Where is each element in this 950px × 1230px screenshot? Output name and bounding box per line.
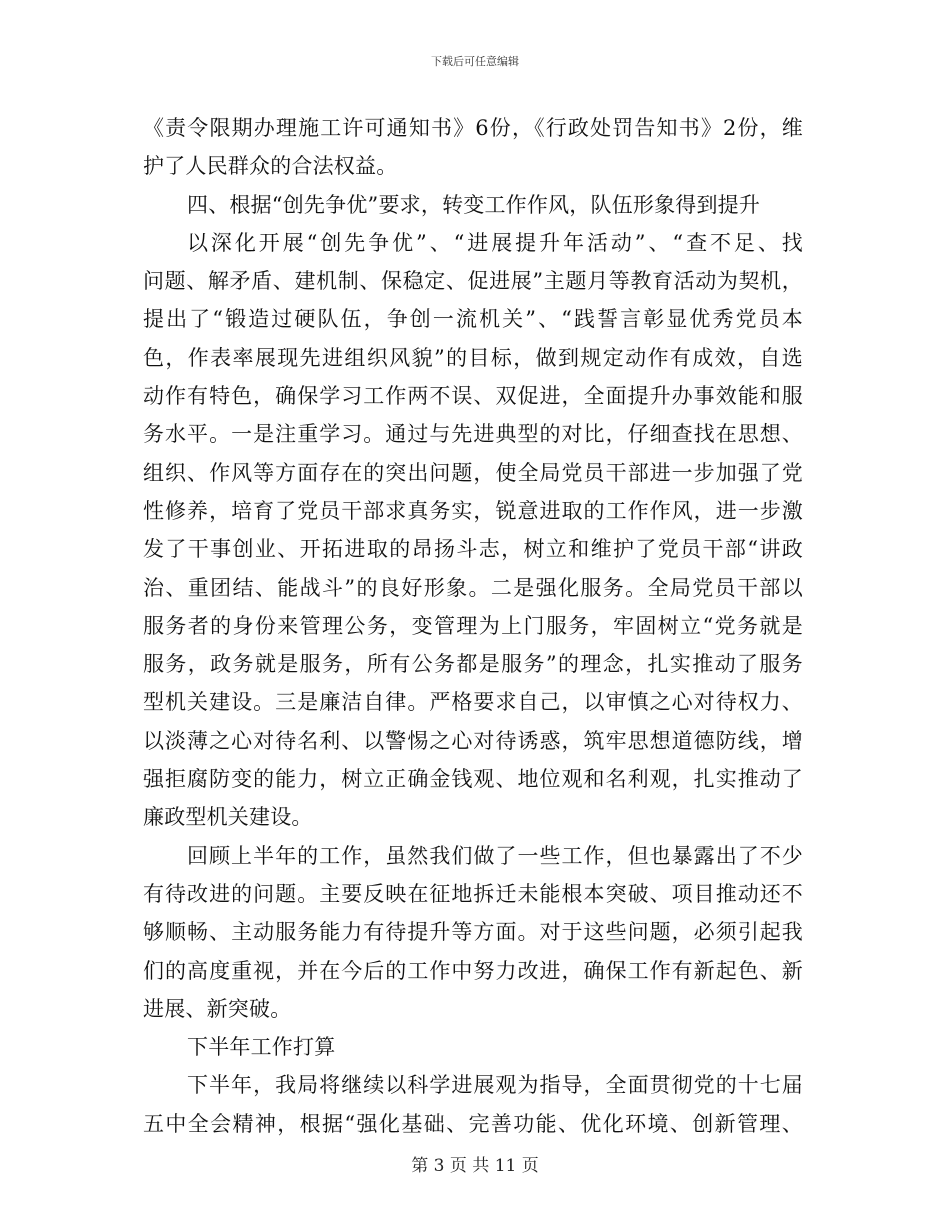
text-line: 性修养，培育了党员干部求真务实，锐意进取的工作作风，进一步激 [143,498,803,523]
text-line: 组织、作风等方面存在的突出问题，使全局党员干部进一步加强了党 [143,460,803,485]
text-line: 《责令限期办理施工许可通知书》6份，《行政处罚告知书》2份，维 [143,116,803,140]
text-line: 务水平。一是注重学习。通过与先进典型的对比，仔细查找在思想、 [143,422,803,447]
text-line: 提出了“锻造过硬队伍，争创一流机关”、“践誓言彰显优秀党员本 [143,307,803,332]
text-line: 们的高度重视，并在今后的工作中努力改进，确保工作有新起色、新 [143,958,803,983]
text-line: 色，作表率展现先进组织风貌”的目标，做到规定动作有成效，自选 [143,345,803,370]
text-line: 发了干事创业、开拓进取的昂扬斗志，树立和维护了党员干部“讲政 [143,537,803,562]
text-line: 强拒腐防变的能力，树立正确金钱观、地位观和名利观，扎实推动了 [143,767,803,792]
page-footer: 第 3 页 共 11 页 [411,1156,539,1176]
document-body [143,109,803,1143]
text-line: 以淡薄之心对待名利、以警惕之心对待诱惑，筑牢思想道德防线，增 [143,728,803,753]
text-line: 服务，政务就是服务，所有公务都是服务”的理念，扎实推动了服务 [143,652,803,677]
text-line: 回顾上半年的工作，虽然我们做了一些工作，但也暴露出了不少 [187,843,803,868]
text-line: 动作有特色，确保学习工作两不误、双促进，全面提升办事效能和服 [143,384,803,409]
text-line: 以深化开展“创先争优”、“进展提升年活动”、“查不足、找 [187,230,803,255]
text-line: 问题、解矛盾、建机制、保稳定、促进展”主题月等教育活动为契机， [143,269,803,294]
text-line: 五中全会精神，根据“强化基础、完善功能、优化环境、创新管理、 [143,1111,803,1136]
page-header: 下载后可任意编辑 [431,55,519,68]
text-line: 护了人民群众的合法权益。 [143,154,398,179]
text-line: 有待改进的问题。主要反映在征地拆迁未能根本突破、项目推动还不 [143,881,803,906]
text-line: 治、重团结、能战斗”的良好形象。二是强化服务。全局党员干部以 [143,575,803,600]
text-line: 型机关建设。三是廉洁自律。严格要求自己，以审慎之心对待权力、 [143,690,803,715]
text-line: 四、根据“创先争优”要求，转变工作作风，队伍形象得到提升 [187,192,761,217]
text-line: 进展、新突破。 [143,996,292,1021]
text-line: 廉政型机关建设。 [143,805,313,830]
text-line: 够顺畅、主动服务能力有待提升等方面。对于这些问题，必须引起我 [143,920,803,945]
text-line: 下半年工作打算 [187,1035,336,1060]
text-line: 服务者的身份来管理公务，变管理为上门服务，牢固树立“党务就是 [143,613,803,638]
text-line: 下半年，我局将继续以科学进展观为指导，全面贯彻党的十七届 [187,1073,803,1098]
